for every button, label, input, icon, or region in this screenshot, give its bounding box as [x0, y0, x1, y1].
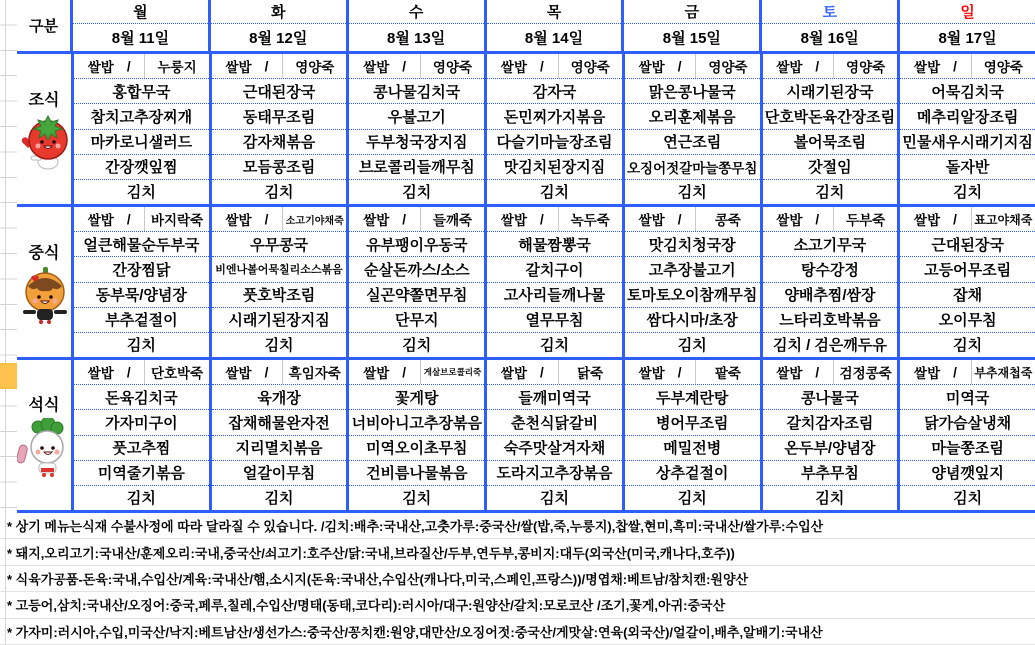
day-header	[759, 0, 897, 51]
excel-row-gutter	[0, 0, 17, 513]
rice-label-group	[74, 54, 145, 78]
lunch-day-cell	[346, 207, 484, 357]
menu-item: 김치	[402, 184, 432, 202]
menu-item: 김치 / 검은깨두유	[772, 337, 887, 355]
rice-label: 쌀밥	[225, 213, 252, 229]
slash-separator: /	[402, 58, 407, 74]
menu-item: 김치	[953, 337, 983, 355]
menu-item: 김치	[677, 337, 707, 355]
footnote-text: * 상기 메뉴는식재 수불사정에 따라 달라질 수 있습니다. /김치:배추:국내산,고춧가루:중국산/쌀(밥,죽,누룽지),찹쌀,현미,흑미:국내산/쌀가루:수입산	[7, 519, 824, 535]
porridge-label: 들깨죽	[432, 213, 473, 229]
rice-label-group	[625, 54, 696, 78]
lunch-day-cell	[897, 207, 1035, 357]
lunch-day-cell	[209, 207, 347, 357]
menu-item: 김치	[126, 337, 156, 355]
rice-label-group	[487, 207, 558, 231]
porridge-label: 영양죽	[983, 60, 1023, 76]
rice-label-group	[625, 360, 696, 384]
menu-item: 부추무침	[800, 465, 859, 483]
menu-item: 꽃게탕	[395, 389, 439, 407]
menu-item: 오이무침	[938, 312, 997, 330]
slash-separator: /	[815, 364, 820, 380]
rice-label-group	[763, 54, 834, 78]
day-name: 일	[900, 0, 1035, 24]
menu-item: 미역줄기볶음	[97, 465, 185, 483]
menu-item: 김치	[953, 490, 983, 508]
day-date: 8월 17일	[938, 30, 997, 47]
slash-separator: /	[677, 58, 682, 74]
menu-item: 민물새우시래기지짐	[902, 134, 1033, 152]
menu-item: 잡채해물완자전	[228, 414, 330, 432]
menu-item: 어묵김치국	[931, 83, 1004, 101]
porridge-label: 부추재첩죽	[974, 365, 1033, 380]
menu-item: 김치	[815, 184, 845, 202]
menu-item: 고사리들깨나물	[503, 287, 606, 305]
menu-item: 고등어무조림	[924, 261, 1012, 279]
lunch-day-cell	[760, 207, 898, 357]
menu-item: 토마토오이참깨무침	[626, 287, 758, 305]
menu-item: 맛김치된장지짐	[503, 159, 606, 177]
menu-item: 감자국	[532, 83, 577, 101]
day-date: 8월 14일	[524, 30, 584, 47]
day-date: 8월 12일	[249, 30, 308, 47]
dinner-section	[17, 357, 1035, 510]
breakfast-day-cell	[760, 54, 898, 204]
rice-label-group	[763, 207, 834, 231]
header-row	[17, 0, 1035, 51]
breakfast-day-cell	[622, 54, 760, 204]
porridge-label: 닭죽	[577, 366, 604, 382]
menu-item: 온두부/양념장	[784, 440, 876, 458]
porridge-label: 녹두죽	[570, 213, 610, 229]
porridge-label: 영양죽	[570, 60, 610, 76]
menu-item: 근대된장국	[242, 83, 316, 101]
menu-item: 김치	[815, 490, 845, 508]
menu-item: 너비아니고추장볶음	[351, 414, 482, 432]
rice-porridge-row	[74, 207, 209, 231]
menu-item: 얼갈이무침	[242, 465, 316, 483]
menu-item: 실곤약쫄면무침	[366, 287, 468, 305]
menu-item: 오징어젓갈마늘쫑무침	[626, 160, 758, 176]
slash-separator: /	[677, 211, 682, 227]
rice-label: 쌀밥	[225, 60, 252, 76]
rice-porridge-row	[212, 207, 347, 231]
menu-item: 간장깻잎찜	[105, 159, 178, 177]
breakfast-day-cell	[71, 54, 209, 204]
rice-label-group	[625, 207, 696, 231]
breakfast-day-cell	[897, 54, 1035, 204]
meal-label: 조식	[28, 92, 60, 109]
breakfast-day-cell	[209, 54, 347, 204]
rice-label-group	[900, 207, 971, 231]
rice-label: 쌀밥	[87, 366, 114, 382]
rice-label-group	[900, 54, 971, 78]
rice-porridge-row	[763, 54, 898, 78]
dinner-day-cell	[209, 360, 347, 510]
porridge-label: 영양죽	[295, 60, 335, 76]
day-header	[346, 0, 484, 51]
menu-item: 돌자반	[945, 159, 990, 177]
menu-item: 김치	[540, 337, 569, 355]
rice-porridge-row	[763, 207, 898, 231]
menu-item: 두부청국장지짐	[366, 134, 468, 152]
menu-item: 김치	[264, 337, 294, 355]
menu-item: 브로콜리들깨무침	[358, 159, 475, 177]
day-header	[70, 0, 208, 51]
day-date: 8월 15일	[662, 30, 721, 47]
menu-item: 지리멸치볶음	[235, 440, 323, 458]
day-name: 화	[211, 0, 346, 24]
menu-item: 모듬콩조림	[242, 159, 316, 177]
slash-separator: /	[264, 364, 269, 380]
menu-item: 단무지	[395, 312, 439, 330]
menu-item: 양배추찜/쌈장	[784, 287, 876, 305]
rice-label-group	[212, 54, 283, 78]
gutter-highlight-cell	[0, 363, 17, 389]
menu-item: 메밀전병	[663, 440, 722, 458]
weekly-menu-table	[17, 0, 1035, 513]
rice-label-group	[487, 360, 558, 384]
menu-item: 감자채볶음	[242, 134, 316, 152]
rice-porridge-row	[900, 207, 1035, 231]
slash-separator: /	[402, 364, 407, 380]
breakfast-section	[17, 51, 1035, 204]
day-header	[208, 0, 346, 51]
menu-item: 김치	[264, 490, 294, 508]
menu-item: 김치	[677, 184, 707, 202]
radish-character-icon	[17, 418, 71, 478]
rice-label-group	[74, 207, 145, 231]
day-name: 토	[762, 0, 897, 24]
rice-label: 쌀밥	[500, 60, 527, 76]
slash-separator: /	[953, 211, 957, 227]
rice-porridge-row	[212, 360, 347, 384]
day-name: 금	[624, 0, 759, 24]
slash-separator: /	[953, 364, 957, 380]
rice-label: 쌀밥	[914, 213, 941, 229]
lunch-label-cell	[17, 207, 71, 357]
rice-porridge-row	[900, 54, 1035, 78]
rice-label: 쌀밥	[914, 366, 941, 382]
slash-separator: /	[402, 211, 407, 227]
breakfast-label-cell	[17, 54, 71, 204]
footnote-text: * 가자미:러시아,수입,미국산/낙지:베트남산/생선가스:중국산/꽁치캔:원양,대만산/오징어젓:중국산/게맛살:연육(외국산)/얼갈이,배추,알배기:국내산	[7, 624, 823, 640]
menu-item: 근대된장국	[931, 236, 1004, 254]
corner-cell: 구분	[29, 18, 58, 35]
menu-item: 도라지고추장볶음	[496, 465, 613, 483]
menu-item: 순살돈까스/소스	[363, 261, 470, 279]
porridge-label: 단호박죽	[150, 366, 204, 382]
menu-item: 잡채	[953, 287, 983, 305]
menu-item: 병어무조림	[655, 414, 729, 432]
porridge-label: 소고기야채죽	[285, 215, 344, 227]
meal-label: 중식	[28, 245, 60, 262]
breakfast-day-cell	[484, 54, 622, 204]
menu-item: 풋호박조림	[242, 287, 316, 305]
slash-separator: /	[264, 211, 269, 227]
rice-porridge-row	[625, 207, 760, 231]
menu-item: 부추겉절이	[105, 312, 178, 330]
menu-item: 김치	[677, 490, 707, 508]
menu-item: 돈육김치국	[105, 389, 178, 407]
rice-label: 쌀밥	[87, 213, 114, 229]
rice-label: 쌀밥	[363, 366, 390, 382]
lunch-day-cell	[71, 207, 209, 357]
menu-item: 김치	[402, 337, 432, 355]
rice-porridge-row	[900, 360, 1035, 384]
rice-label: 쌀밥	[500, 366, 527, 382]
rice-label: 쌀밥	[776, 213, 803, 229]
menu-item: 간장찜닭	[112, 261, 171, 279]
menu-item: 닭가슴살냉채	[924, 414, 1012, 432]
rice-label-group	[349, 207, 420, 231]
rice-label-group	[763, 360, 834, 384]
menu-item: 고추장불고기	[648, 261, 736, 279]
dinner-day-cell	[484, 360, 622, 510]
menu-item: 미역오이초무침	[366, 440, 468, 458]
menu-item: 풋고추찜	[112, 440, 171, 458]
slash-separator: /	[953, 58, 957, 74]
porridge-label: 검정콩죽	[839, 366, 892, 382]
dinner-day-cell	[346, 360, 484, 510]
day-name: 목	[487, 0, 622, 24]
dinner-day-cell	[622, 360, 760, 510]
porridge-label: 누룽지	[157, 60, 197, 76]
menu-item: 마카로니샐러드	[90, 134, 193, 152]
menu-item: 오리훈제볶음	[648, 108, 736, 126]
menu-item: 돈민찌가지볶음	[503, 108, 606, 126]
pumpkin-character-icon	[17, 266, 71, 324]
breakfast-day-cell	[346, 54, 484, 204]
rice-label: 쌀밥	[638, 60, 665, 76]
menu-item: 비엔나볼어묵칠리소스볶음	[215, 264, 343, 277]
menu-item: 김치	[540, 184, 569, 202]
menu-item: 탕수강정	[800, 261, 859, 279]
rice-porridge-row	[212, 54, 347, 78]
menu-item: 시래기된장국	[786, 83, 874, 101]
porridge-label: 팥죽	[714, 366, 741, 382]
rice-porridge-row	[349, 360, 484, 384]
origin-footnotes	[0, 513, 1035, 645]
menu-item: 상추겉절이	[655, 465, 729, 483]
rice-porridge-row	[625, 360, 760, 384]
day-headers	[70, 0, 1035, 51]
footnote-line	[0, 619, 1035, 645]
menu-item: 시래기된장지짐	[228, 312, 330, 330]
menu-item: 연근조림	[663, 134, 722, 152]
footnote-text: * 식육가공품-돈육:국내,수입산/계육:국내산/햄,소시지(돈육:국내산,수입산(캐나다,미국,스페인,프랑스))/명엽채:베트남/참치캔:원양산	[7, 571, 749, 587]
menu-item: 유부팽이우동국	[366, 236, 468, 254]
lunch-section	[17, 204, 1035, 357]
menu-item: 콩나물국	[800, 389, 859, 407]
rice-label: 쌀밥	[776, 60, 803, 76]
dinner-day-cell	[760, 360, 898, 510]
menu-item: 숙주맛살겨자채	[503, 440, 606, 458]
menu-item: 김치	[540, 490, 569, 508]
menu-item: 양념깻잎지	[931, 465, 1004, 483]
menu-item: 김치	[402, 490, 432, 508]
day-date: 8월 13일	[387, 30, 446, 47]
rice-label: 쌀밥	[638, 366, 665, 382]
rice-porridge-row	[625, 54, 760, 78]
rice-label-group	[74, 360, 145, 384]
slash-separator: /	[815, 58, 820, 74]
menu-item: 갈치감자조림	[786, 414, 874, 432]
menu-item: 콩나물김치국	[373, 83, 461, 101]
slash-separator: /	[815, 211, 820, 227]
rice-porridge-row	[487, 360, 622, 384]
menu-item: 들깨미역국	[518, 389, 591, 407]
menu-item: 김치	[953, 184, 983, 202]
menu-item: 우불고기	[387, 108, 446, 126]
slash-separator: /	[540, 211, 544, 227]
rice-porridge-row	[74, 360, 209, 384]
rice-porridge-row	[74, 54, 209, 78]
porridge-label: 흑임자죽	[288, 366, 341, 382]
slash-separator: /	[126, 211, 131, 227]
slash-separator: /	[540, 58, 544, 74]
porridge-label: 영양죽	[708, 60, 748, 76]
porridge-label: 게살브로콜리죽	[423, 367, 482, 378]
menu-item: 김치	[264, 184, 294, 202]
porridge-label: 콩죽	[714, 213, 741, 229]
menu-item: 두부계란탕	[655, 389, 729, 407]
porridge-label: 영양죽	[846, 60, 886, 76]
footnote-text: * 고등어,삼치:국내산/오징어:중국,페루,칠레,수입산/명태(동태,코다리):러시아/대구:원양산/갈치:모로코산 /조기,꽃게,아귀:중국산	[7, 598, 726, 614]
porridge-label: 영양죽	[432, 60, 473, 76]
menu-item: 볼어묵조림	[793, 134, 867, 152]
rice-label: 쌀밥	[776, 366, 803, 382]
rice-label-group	[487, 54, 558, 78]
menu-item: 해물짬뽕국	[518, 236, 591, 254]
rice-label: 쌀밥	[225, 366, 252, 382]
lunch-day-cell	[622, 207, 760, 357]
menu-item: 김치	[126, 184, 156, 202]
dinner-day-cell	[897, 360, 1035, 510]
porridge-label: 표고야채죽	[974, 212, 1033, 227]
menu-item: 우무콩국	[250, 236, 309, 254]
footnote-line	[0, 513, 1035, 539]
footnote-text: * 돼지,오리고기:국내산/훈제오리:국내,중국산/쇠고기:호주산/닭:국내,브라질산/두부,연두부,콩비지:대두(외국산(미국,캐나다,호주))	[7, 545, 735, 561]
dinner-label-cell	[17, 360, 71, 510]
slash-separator: /	[264, 58, 269, 74]
rice-label-group	[349, 360, 420, 384]
slash-separator: /	[126, 58, 131, 74]
menu-item: 육개장	[257, 389, 301, 407]
day-date: 8월 16일	[800, 30, 859, 47]
menu-item: 맑은콩나물국	[648, 83, 736, 101]
menu-item: 소고기무국	[793, 236, 867, 254]
rice-label: 쌀밥	[500, 213, 527, 229]
rice-porridge-row	[763, 360, 898, 384]
footnote-line	[0, 592, 1035, 618]
rice-porridge-row	[487, 207, 622, 231]
menu-item: 춘천식닭갈비	[511, 414, 598, 432]
menu-item: 갈치구이	[525, 261, 584, 279]
menu-item: 참치고추장찌개	[90, 108, 193, 126]
menu-item: 김치	[126, 490, 156, 508]
menu-item: 가자미구이	[105, 414, 178, 432]
meal-label: 석식	[28, 397, 60, 414]
menu-item: 열무무침	[525, 312, 584, 330]
rice-label: 쌀밥	[914, 60, 941, 76]
menu-item: 맛김치청국장	[648, 236, 736, 254]
day-header	[897, 0, 1035, 51]
rice-label-group	[212, 207, 283, 231]
day-name: 월	[73, 0, 208, 24]
menu-item: 다슬기마늘장조림	[496, 134, 613, 152]
day-date: 8월 11일	[111, 30, 170, 47]
rice-porridge-row	[349, 54, 484, 78]
menu-item: 느타리호박볶음	[779, 312, 881, 330]
menu-item: 갓절임	[808, 159, 852, 177]
menu-item: 단호박돈육간장조림	[764, 108, 896, 126]
rice-label-group	[900, 360, 971, 384]
footnote-line	[0, 566, 1035, 592]
menu-item: 동부묵/양념장	[95, 287, 187, 305]
menu-item: 메추리알장조림	[916, 108, 1019, 126]
slash-separator: /	[540, 364, 544, 380]
slash-separator: /	[126, 364, 131, 380]
rice-porridge-row	[487, 54, 622, 78]
menu-item: 미역국	[945, 389, 990, 407]
slash-separator: /	[677, 364, 682, 380]
menu-item: 홍합무국	[112, 83, 171, 101]
rice-porridge-row	[349, 207, 484, 231]
menu-item: 마늘쫑조림	[931, 440, 1004, 458]
day-header	[484, 0, 622, 51]
lunch-day-cell	[484, 207, 622, 357]
rice-label: 쌀밥	[363, 60, 390, 76]
menu-item: 쌈다시마/초장	[646, 312, 738, 330]
tomato-character-icon	[17, 113, 71, 171]
rice-label: 쌀밥	[363, 213, 390, 229]
day-header	[621, 0, 759, 51]
footnote-line	[0, 539, 1035, 565]
rice-label: 쌀밥	[638, 213, 665, 229]
menu-item: 건비름나물볶음	[366, 465, 468, 483]
porridge-label: 두부죽	[846, 213, 886, 229]
dinner-day-cell	[71, 360, 209, 510]
menu-item: 얼큰해물순두부국	[83, 236, 200, 254]
rice-label: 쌀밥	[87, 60, 114, 76]
porridge-label: 바지락죽	[150, 213, 204, 229]
rice-label-group	[349, 54, 420, 78]
menu-item: 동태무조림	[242, 108, 316, 126]
rice-label-group	[212, 360, 283, 384]
day-name: 수	[349, 0, 484, 24]
